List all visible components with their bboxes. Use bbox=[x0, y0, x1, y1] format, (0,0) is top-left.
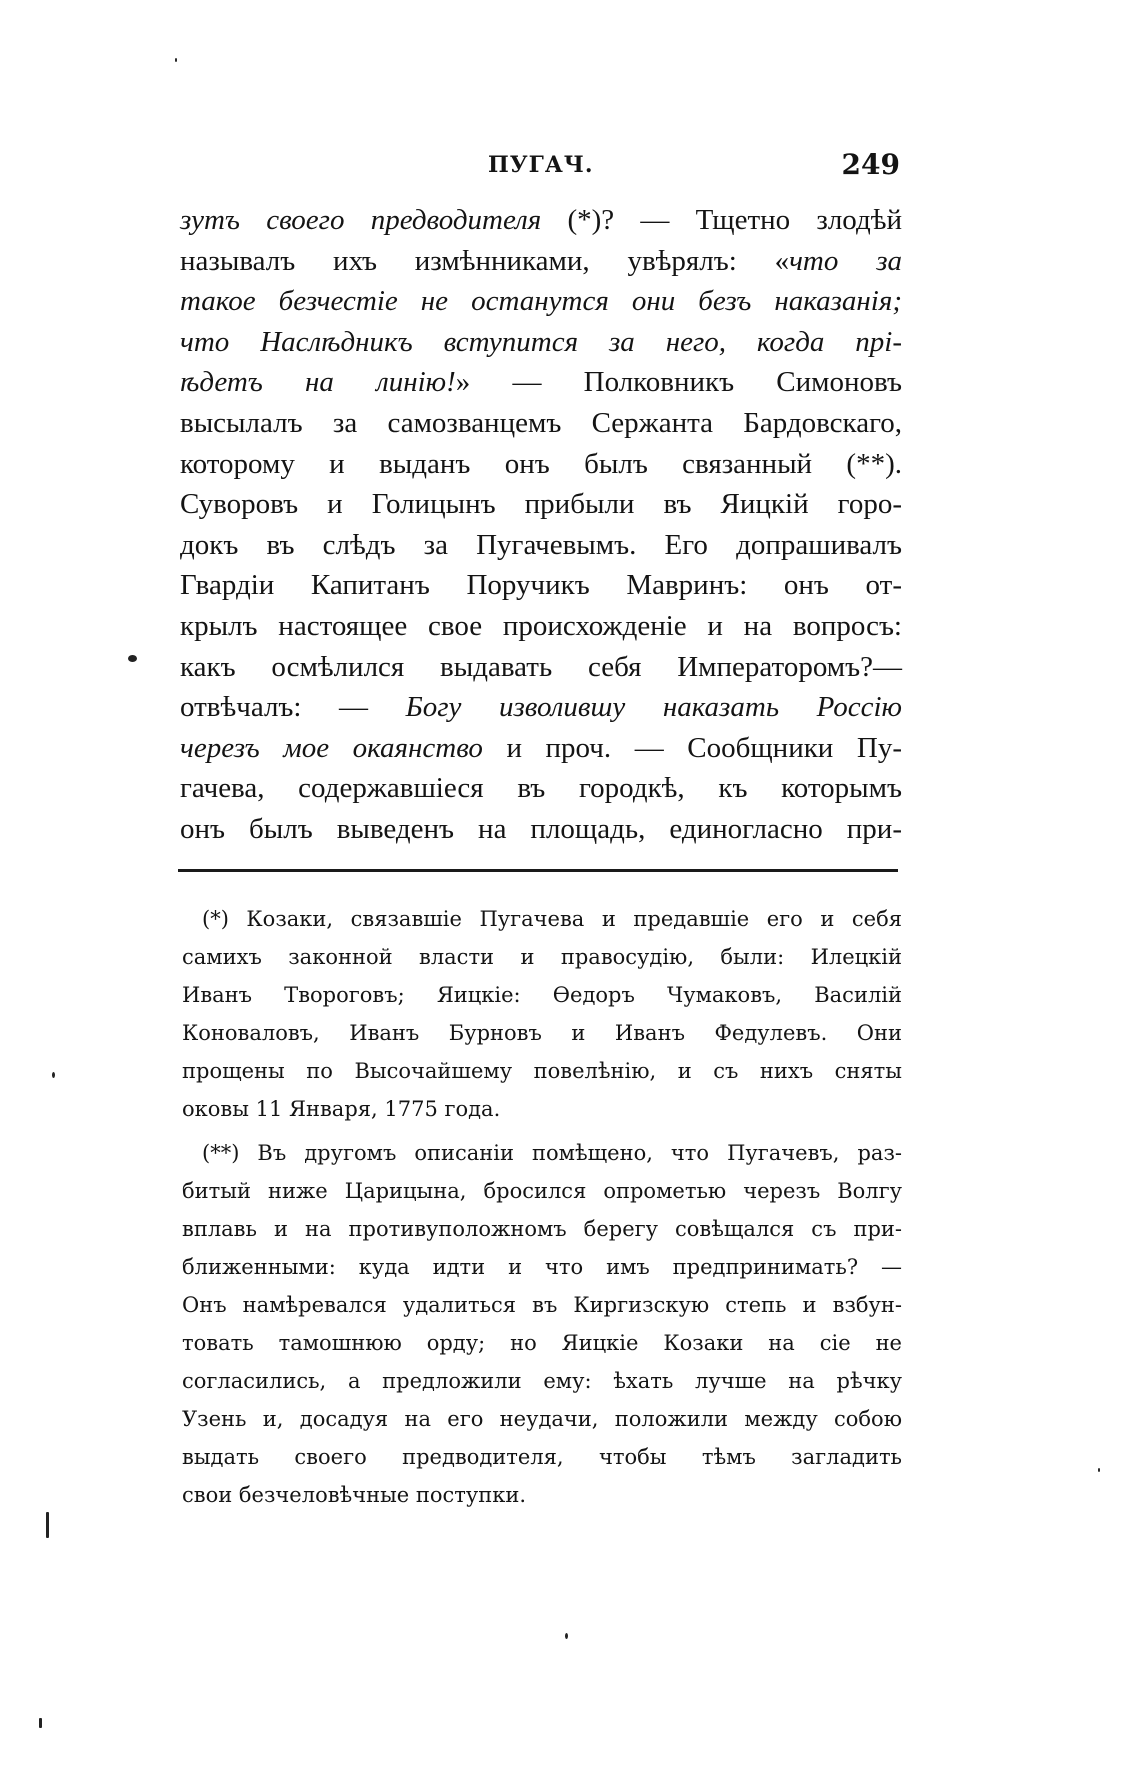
scan-speck bbox=[1098, 1468, 1100, 1472]
footnote-2 bbox=[182, 1134, 902, 1514]
footnote-line: вплавь и на противуположномъ берегу совѣщался съ при- bbox=[182, 1217, 902, 1241]
text-line-15: гачева, содержавшіеся въ городкѣ, къ которымъ bbox=[180, 772, 902, 805]
scan-speck bbox=[39, 1718, 42, 1728]
text-line-6: высылалъ за самозванцемъ Сержанта Бардовскаго, bbox=[180, 406, 902, 439]
footnote-line: Узень и, досадуя на его неудачи, положили между собою bbox=[182, 1407, 902, 1431]
footnote-line: свои безчеловѣчные поступки. bbox=[182, 1483, 527, 1507]
text-line-3 bbox=[180, 281, 902, 322]
scan-speck bbox=[46, 1512, 49, 1538]
text-line-11: крылъ настоящее свое происхожденіе и на вопросъ: bbox=[180, 609, 902, 642]
text-line-10: Гвардіи Капитанъ Поручикъ Мавринъ: онъ от- bbox=[180, 569, 902, 602]
running-head bbox=[180, 148, 900, 188]
footnote-line: самихъ законной власти и правосудію, были: Илецкій bbox=[182, 945, 902, 969]
footnote-line: Иванъ Твороговъ; Яицкіе: Ѳедоръ Чумаковъ, Василій bbox=[182, 983, 902, 1007]
scan-speck bbox=[52, 1072, 55, 1078]
footnote-line: оковы 11 Января, 1775 года. bbox=[182, 1097, 501, 1121]
text-line-8: Суворовъ и Голицынъ прибыли въ Яицкій горо- bbox=[180, 488, 902, 521]
footnote-line: Коноваловъ, Иванъ Бурновъ и Иванъ Федулевъ. Они bbox=[182, 1021, 902, 1045]
footnote-line: ближенными: куда идти и что имъ предпринимать? — bbox=[182, 1255, 902, 1279]
text-line-1: зутъ своего предводителя (*)? — Тщетно злодѣй bbox=[180, 204, 902, 236]
footnote-line: (*) Козаки, связавшіе Пугачева и предавшіе его и себя bbox=[202, 907, 902, 931]
text-line-2: называлъ ихъ измѣнниками, увѣрялъ: «что за bbox=[180, 244, 903, 277]
text-line-5: ѣдетъ на линію!» — Полковникъ Симоновъ bbox=[180, 366, 902, 399]
page-number: 249 bbox=[841, 148, 900, 181]
footnotes bbox=[182, 900, 902, 1520]
footnote-line: битый ниже Царицына, бросился опрометью черезъ Волгу bbox=[182, 1179, 902, 1203]
footnote-line: согласились, а предложили ему: ѣхать лучше на рѣчку bbox=[182, 1369, 902, 1393]
scan-speck bbox=[128, 655, 137, 662]
text-line-13: отвѣчалъ: — Богу изволившу наказать Россію bbox=[180, 691, 902, 724]
text-italic: что Наслѣдникъ вступится за него, когда прі- bbox=[180, 325, 902, 358]
footnote-1 bbox=[182, 900, 902, 1128]
text-line-14: черезъ мое окаянство и проч. — Сообщники Пу- bbox=[180, 731, 902, 764]
text-line-16: онъ былъ выведенъ на площадь, единогласно при- bbox=[180, 812, 902, 845]
text-line-9: докъ въ слѣдъ за Пугачевымъ. Его допрашивалъ bbox=[180, 528, 902, 561]
footnote-rule bbox=[178, 869, 898, 872]
text-line-7: которому и выданъ онъ былъ связанный (**). bbox=[180, 447, 902, 480]
text-italic: зутъ своего предводителя bbox=[180, 204, 542, 236]
scan-speck bbox=[565, 1633, 568, 1639]
text-line-4 bbox=[180, 322, 902, 363]
footnote-line: товать тамошнюю орду; но Яицкіе Козаки на сіе не bbox=[182, 1331, 902, 1355]
main-text-block bbox=[180, 200, 902, 850]
text-italic: черезъ мое окаянство bbox=[180, 731, 483, 764]
text-italic: такое безчестіе не останутся они безъ наказанія; bbox=[180, 285, 902, 318]
footnote-line: Онъ намѣревался удалиться въ Киргизскую степь и взбун- bbox=[182, 1293, 902, 1317]
scan-speck bbox=[175, 58, 177, 62]
text-italic: что за bbox=[789, 244, 903, 277]
footnote-line: выдать своего предводителя, чтобы тѣмъ загладить bbox=[182, 1445, 902, 1469]
running-head-title: ПУГАЧ. bbox=[488, 152, 594, 178]
text-line-12: какъ осмѣлился выдавать себя Императоромъ?— bbox=[180, 650, 902, 683]
footnote-line: прощены по Высочайшему повелѣнію, и съ нихъ сняты bbox=[182, 1059, 902, 1083]
footnote-line: (**) Въ другомъ описаніи помѣщено, что Пугачевъ, раз- bbox=[202, 1141, 902, 1165]
text-italic: ѣдетъ на линію! bbox=[180, 366, 456, 399]
text-italic: Богу изволившу наказать Россію bbox=[405, 691, 902, 724]
